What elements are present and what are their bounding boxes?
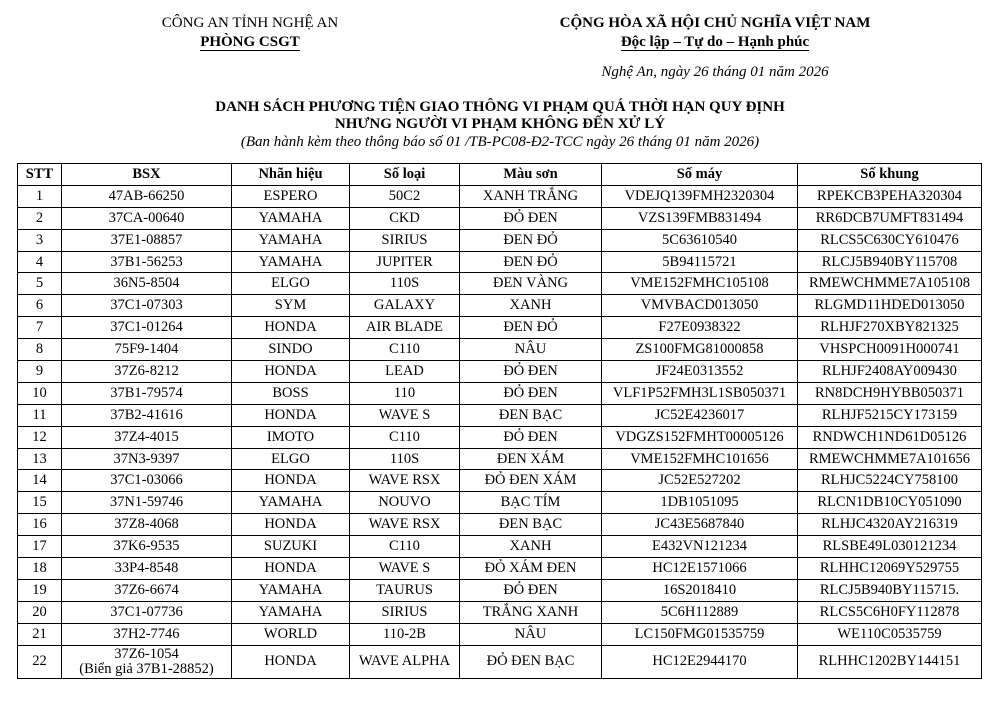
- table-cell: 2: [18, 207, 62, 229]
- table-row: [18, 404, 982, 426]
- plate-number: 37Z6-1054: [114, 645, 179, 662]
- table-cell: ĐEN BẠC: [460, 514, 602, 536]
- table-cell: CKD: [350, 207, 460, 229]
- table-body: [18, 185, 982, 678]
- table-row: [18, 536, 982, 558]
- table-cell: 37C1-01264: [62, 317, 232, 339]
- table-cell: 1: [18, 185, 62, 207]
- table-cell: 37B2-41616: [62, 404, 232, 426]
- table-cell: 17: [18, 536, 62, 558]
- table-cell: ELGO: [232, 448, 350, 470]
- table-cell: E432VN121234: [602, 536, 798, 558]
- table-cell: ĐEN BẠC: [460, 404, 602, 426]
- table-cell: WAVE ALPHA: [350, 645, 460, 678]
- table-row: [18, 339, 982, 361]
- table-cell: HC12E2944170: [602, 645, 798, 678]
- table-cell: VDGZS152FMHT00005126: [602, 426, 798, 448]
- table-cell: RNDWCH1ND61D05126: [798, 426, 982, 448]
- table-cell: HONDA: [232, 558, 350, 580]
- table-cell: 15: [18, 492, 62, 514]
- table-cell: 13: [18, 448, 62, 470]
- table-cell: HONDA: [232, 645, 350, 678]
- table-cell-bsx: [62, 645, 232, 678]
- table-cell: VME152FMHC105108: [602, 273, 798, 295]
- table-row: [18, 185, 982, 207]
- table-row: [18, 623, 982, 645]
- table-cell: VLF1P52FMH3L1SB050371: [602, 382, 798, 404]
- table-cell: JC52E4236017: [602, 404, 798, 426]
- table-cell: 37CA-00640: [62, 207, 232, 229]
- table-cell: YAMAHA: [232, 251, 350, 273]
- table-cell: WE110C0535759: [798, 623, 982, 645]
- table-cell: HC12E1571066: [602, 558, 798, 580]
- table-cell: HONDA: [232, 361, 350, 383]
- table-cell: RLHJF2408AY009430: [798, 361, 982, 383]
- table-cell: 12: [18, 426, 62, 448]
- table-cell: ĐỎ ĐEN: [460, 361, 602, 383]
- table-cell: RLHJF5215CY173159: [798, 404, 982, 426]
- table-cell: 7: [18, 317, 62, 339]
- table-cell: LEAD: [350, 361, 460, 383]
- table-cell: VMVBACD013050: [602, 295, 798, 317]
- table-cell: RLHJF270XBY821325: [798, 317, 982, 339]
- table-cell: 37Z6-6674: [62, 579, 232, 601]
- table-cell: C110: [350, 536, 460, 558]
- table-cell: 11: [18, 404, 62, 426]
- table-cell: 5B94115721: [602, 251, 798, 273]
- table-cell: TAURUS: [350, 579, 460, 601]
- table-row-last: [18, 645, 982, 678]
- table-cell: 21: [18, 623, 62, 645]
- date-line: Nghệ An, ngày 26 tháng 01 năm 2026: [601, 64, 829, 80]
- table-cell: 37E1-08857: [62, 229, 232, 251]
- document-title-block: [0, 99, 1000, 152]
- table-cell: ĐỎ ĐEN XÁM: [460, 470, 602, 492]
- table-row: [18, 251, 982, 273]
- table-cell: 75F9-1404: [62, 339, 232, 361]
- table-cell: 110: [350, 382, 460, 404]
- column-header: Số máy: [602, 164, 798, 186]
- table-cell: VHSPCH0091H000741: [798, 339, 982, 361]
- table-cell: 18: [18, 558, 62, 580]
- table-cell: SUZUKI: [232, 536, 350, 558]
- table-cell: 20: [18, 601, 62, 623]
- table-row: [18, 382, 982, 404]
- table-row: [18, 273, 982, 295]
- table-cell: 5C6H112889: [602, 601, 798, 623]
- table-cell: AIR BLADE: [350, 317, 460, 339]
- table-cell: VDEJQ139FMH2320304: [602, 185, 798, 207]
- table-cell: TRẮNG XANH: [460, 601, 602, 623]
- table-row: [18, 601, 982, 623]
- table-cell: YAMAHA: [232, 492, 350, 514]
- country-name: CỘNG HÒA XÃ HỘI CHỦ NGHĨA VIỆT NAM: [559, 15, 871, 31]
- table-cell: C110: [350, 339, 460, 361]
- national-header: [520, 14, 910, 52]
- table-cell: 5C63610540: [602, 229, 798, 251]
- table-cell: HONDA: [232, 317, 350, 339]
- table-cell: RLCN1DB10CY051090: [798, 492, 982, 514]
- table-cell: HONDA: [232, 514, 350, 536]
- table-cell: 37N1-59746: [62, 492, 232, 514]
- table-cell: YAMAHA: [232, 601, 350, 623]
- table-cell: 110S: [350, 273, 460, 295]
- table-cell: RLCJ5B940BY115715.: [798, 579, 982, 601]
- table-cell: LC150FMG01535759: [602, 623, 798, 645]
- table-cell: ELGO: [232, 273, 350, 295]
- table-cell: 5: [18, 273, 62, 295]
- table-cell: 10: [18, 382, 62, 404]
- subtitle: (Ban hành kèm theo thông báo số 01 /TB-PC08-Đ2-TCC ngày 26 tháng 01 năm 2026): [240, 134, 760, 150]
- table-cell: RLHJC5224CY758100: [798, 470, 982, 492]
- agency-name: CÔNG AN TỈNH NGHỆ AN: [161, 15, 339, 31]
- table-cell: YAMAHA: [232, 229, 350, 251]
- table-cell: SYM: [232, 295, 350, 317]
- table-cell: RMEWCHMME7A101656: [798, 448, 982, 470]
- title-line-1: DANH SÁCH PHƯƠNG TIỆN GIAO THÔNG VI PHẠM QUÁ THỜI HẠN QUY ĐỊNH: [215, 99, 785, 115]
- table-cell: RR6DCB7UMFT831494: [798, 207, 982, 229]
- table-cell: SIRIUS: [350, 601, 460, 623]
- table-cell: NÂU: [460, 623, 602, 645]
- table-cell: 33P4-8548: [62, 558, 232, 580]
- table-cell: 37N3-9397: [62, 448, 232, 470]
- column-header: Nhãn hiệu: [232, 164, 350, 186]
- table-cell: RLSBE49L030121234: [798, 536, 982, 558]
- table-row: [18, 448, 982, 470]
- table-cell: 16S2018410: [602, 579, 798, 601]
- column-header: Số khung: [798, 164, 982, 186]
- table-cell: ĐEN ĐỎ: [460, 251, 602, 273]
- title-line-2: NHƯNG NGƯỜI VI PHẠM KHÔNG ĐẾN XỬ LÝ: [334, 116, 666, 132]
- table-cell: RLGMD11HDED013050: [798, 295, 982, 317]
- table-cell: WAVE S: [350, 558, 460, 580]
- table-cell: VME152FMHC101656: [602, 448, 798, 470]
- table-cell: IMOTO: [232, 426, 350, 448]
- table-cell: WORLD: [232, 623, 350, 645]
- table-cell: ĐỎ ĐEN: [460, 207, 602, 229]
- department-name: PHÒNG CSGT: [200, 34, 300, 50]
- table-cell: VZS139FMB831494: [602, 207, 798, 229]
- table-cell: 37C1-07736: [62, 601, 232, 623]
- table-cell: BOSS: [232, 382, 350, 404]
- table-cell: RLCJ5B940BY115708: [798, 251, 982, 273]
- table-row: [18, 361, 982, 383]
- table-cell: RLHHC12069Y529755: [798, 558, 982, 580]
- table-row: [18, 207, 982, 229]
- table-row: [18, 558, 982, 580]
- table-cell: RLHHC1202BY144151: [798, 645, 982, 678]
- table-cell: 36N5-8504: [62, 273, 232, 295]
- column-header: BSX: [62, 164, 232, 186]
- table-cell: C110: [350, 426, 460, 448]
- table-cell: 37C1-07303: [62, 295, 232, 317]
- table-cell: 37B1-79574: [62, 382, 232, 404]
- column-header: Số loại: [350, 164, 460, 186]
- table-cell: ĐEN XÁM: [460, 448, 602, 470]
- table-cell: HONDA: [232, 470, 350, 492]
- table-cell: ĐỎ ĐEN: [460, 382, 602, 404]
- table-cell: XANH: [460, 295, 602, 317]
- table-cell: 110S: [350, 448, 460, 470]
- table-cell: YAMAHA: [232, 207, 350, 229]
- table-header-row: [18, 164, 982, 186]
- table-cell: 4: [18, 251, 62, 273]
- table-cell: 37Z4-4015: [62, 426, 232, 448]
- table-cell: RLCS5C630CY610476: [798, 229, 982, 251]
- motto: Độc lập – Tự do – Hạnh phúc: [620, 34, 810, 50]
- table-row: [18, 229, 982, 251]
- fake-plate-note: (Biển giả 37B1-28852): [79, 660, 214, 677]
- table-cell: ĐỎ ĐEN: [460, 426, 602, 448]
- table-cell: 37C1-03066: [62, 470, 232, 492]
- table-cell: ĐEN ĐỎ: [460, 229, 602, 251]
- table-cell: NOUVO: [350, 492, 460, 514]
- table-cell: 37H2-7746: [62, 623, 232, 645]
- table-cell: XANH TRẮNG: [460, 185, 602, 207]
- table-cell: SIRIUS: [350, 229, 460, 251]
- table-row: [18, 295, 982, 317]
- table-cell: ĐỎ XÁM ĐEN: [460, 558, 602, 580]
- table-cell: 14: [18, 470, 62, 492]
- table-cell: 22: [18, 645, 62, 678]
- table-cell: YAMAHA: [232, 579, 350, 601]
- table-cell: 37B1-56253: [62, 251, 232, 273]
- table-row: [18, 317, 982, 339]
- table-cell: JC43E5687840: [602, 514, 798, 536]
- table-cell: RLHJC4320AY216319: [798, 514, 982, 536]
- table-row: [18, 579, 982, 601]
- table-cell: 37Z8-4068: [62, 514, 232, 536]
- table-cell: ĐỎ ĐEN BẠC: [460, 645, 602, 678]
- table-cell: RPEKCB3PEHA320304: [798, 185, 982, 207]
- violation-table: [17, 163, 982, 679]
- table-cell: BẠC TÍM: [460, 492, 602, 514]
- table-cell: 47AB-66250: [62, 185, 232, 207]
- table-cell: 8: [18, 339, 62, 361]
- table-cell: F27E0938322: [602, 317, 798, 339]
- table-cell: 37K6-9535: [62, 536, 232, 558]
- column-header: Màu sơn: [460, 164, 602, 186]
- table-cell: XANH: [460, 536, 602, 558]
- column-header: STT: [18, 164, 62, 186]
- table-cell: WAVE S: [350, 404, 460, 426]
- table-cell: GALAXY: [350, 295, 460, 317]
- table-cell: JUPITER: [350, 251, 460, 273]
- table-cell: RMEWCHMME7A105108: [798, 273, 982, 295]
- table-cell: 9: [18, 361, 62, 383]
- table-cell: ĐEN ĐỎ: [460, 317, 602, 339]
- agency-header: [120, 14, 380, 52]
- table-cell: JC52E527202: [602, 470, 798, 492]
- table-cell: SINDO: [232, 339, 350, 361]
- table-cell: ZS100FMG81000858: [602, 339, 798, 361]
- table-cell: HONDA: [232, 404, 350, 426]
- table-cell: 3: [18, 229, 62, 251]
- table-cell: JF24E0313552: [602, 361, 798, 383]
- table-cell: RLCS5C6H0FY112878: [798, 601, 982, 623]
- table-cell: ESPERO: [232, 185, 350, 207]
- table-cell: 6: [18, 295, 62, 317]
- table-cell: WAVE RSX: [350, 470, 460, 492]
- table-row: [18, 514, 982, 536]
- table-cell: 1DB1051095: [602, 492, 798, 514]
- table-cell: WAVE RSX: [350, 514, 460, 536]
- table-cell: 37Z6-8212: [62, 361, 232, 383]
- table-cell: RN8DCH9HYBB050371: [798, 382, 982, 404]
- table-row: [18, 470, 982, 492]
- table-cell: ĐỎ ĐEN: [460, 579, 602, 601]
- table-cell: NÂU: [460, 339, 602, 361]
- table-row: [18, 426, 982, 448]
- table-cell: 110-2B: [350, 623, 460, 645]
- table-cell: 50C2: [350, 185, 460, 207]
- table-cell: 19: [18, 579, 62, 601]
- table-cell: 16: [18, 514, 62, 536]
- table-cell: ĐEN VÀNG: [460, 273, 602, 295]
- table-row: [18, 492, 982, 514]
